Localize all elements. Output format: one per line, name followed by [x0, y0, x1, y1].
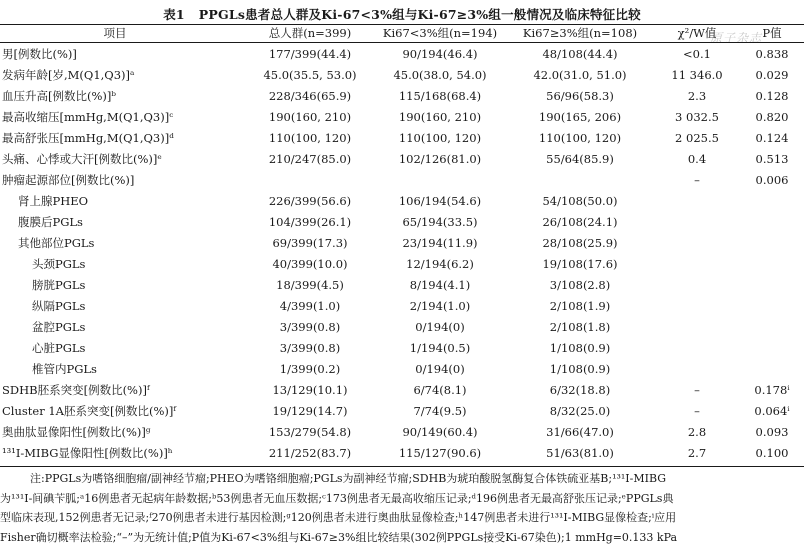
header-ge3: Ki67≥3%组(n=108) [522, 26, 638, 40]
header-stat: χ²/W值 [677, 26, 717, 40]
table-number: 表1 [163, 7, 185, 22]
cell-ge3: 1/108(0.9) [549, 362, 611, 376]
row-label: 椎管内PGLs [32, 362, 97, 376]
table-row [0, 149, 804, 170]
row-label: 最高舒张压[mmHg,M(Q1,Q3)]ᵈ [2, 131, 174, 145]
table-row [0, 275, 804, 296]
row-label: 纵隔PGLs [32, 299, 86, 313]
row-label: 男[例数比(%)] [2, 47, 77, 61]
watermark: 原子杂志 [710, 31, 763, 45]
cell-lt3: 102/126(81.0) [398, 152, 482, 166]
cell-stat: 11 346.0 [671, 68, 723, 82]
cell-p: 0.006 [755, 173, 789, 187]
table-title [0, 5, 804, 23]
cell-total: 3/399(0.8) [279, 320, 341, 334]
cell-ge3: 42.0(31.0, 51.0) [533, 68, 627, 82]
cell-p: 0.100 [755, 446, 789, 460]
cell-ge3: 1/108(0.9) [549, 341, 611, 355]
cell-ge3: 55/64(85.9) [546, 152, 614, 166]
table-row [0, 254, 804, 275]
cell-ge3: 190(165, 206) [538, 110, 622, 124]
table-row [0, 317, 804, 338]
cell-stat: 2.7 [687, 446, 707, 460]
cell-stat: – [694, 383, 700, 397]
row-label: 最高收缩压[mmHg,M(Q1,Q3)]ᶜ [2, 110, 174, 124]
cell-lt3: 12/194(6.2) [406, 257, 474, 271]
cell-lt3: 8/194(4.1) [409, 278, 471, 292]
cell-lt3: 115/168(68.4) [398, 89, 482, 103]
row-label: SDHB胚系突变[例数比(%)]ᶠ [2, 383, 150, 397]
cell-lt3: 7/74(9.5) [413, 404, 467, 418]
table-row [0, 191, 804, 212]
cell-p: 0.064ⁱ [754, 404, 790, 418]
cell-total: 19/129(14.7) [272, 404, 348, 418]
header-item: 项目 [103, 26, 127, 40]
cell-p: 0.820 [755, 110, 789, 124]
cell-lt3: 45.0(38.0, 54.0) [393, 68, 487, 82]
cell-lt3: 106/194(54.6) [398, 194, 482, 208]
cell-ge3: 19/108(17.6) [542, 257, 618, 271]
row-label: 奥曲肽显像阳性[例数比(%)]ᵍ [2, 425, 151, 439]
cell-total: 110(100, 120) [268, 131, 352, 145]
cell-total: 210/247(85.0) [268, 152, 352, 166]
table-row [0, 296, 804, 317]
row-label: 头颈PGLs [32, 257, 86, 271]
cell-total: 190(160, 210) [268, 110, 352, 124]
cell-total: 13/129(10.1) [272, 383, 348, 397]
cell-lt3: 0/194(0) [415, 320, 465, 334]
cell-total: 4/399(1.0) [279, 299, 341, 313]
cell-lt3: 2/194(1.0) [409, 299, 471, 313]
row-label: 肾上腺PHEO [18, 194, 89, 208]
cell-ge3: 26/108(24.1) [542, 215, 618, 229]
table-row [0, 170, 804, 191]
cell-total: 153/279(54.8) [268, 425, 352, 439]
header-lt3: Ki67<3%组(n=194) [382, 26, 498, 40]
cell-total: 18/399(4.5) [276, 278, 344, 292]
row-label: 其他部位PGLs [18, 236, 95, 250]
cell-ge3: 31/66(47.0) [546, 425, 614, 439]
cell-stat: 0.4 [687, 152, 707, 166]
cell-total: 211/252(83.7) [268, 446, 352, 460]
cell-ge3: 8/32(25.0) [549, 404, 611, 418]
cell-stat: <0.1 [683, 47, 711, 61]
footnote-line-4: Fisher确切概率法检验;“–”为无统计值;P值为Ki-67<3%组与Ki-67≥3%组比较结果(302例PPGLs接受Ki-67染色);1 mmHg=0.133 kPa [0, 530, 678, 544]
cell-ge3: 2/108(1.8) [549, 320, 611, 334]
cell-lt3: 110(100, 120) [398, 131, 482, 145]
cell-lt3: 0/194(0) [415, 362, 465, 376]
cell-total: 177/399(44.4) [268, 47, 352, 61]
table-row [0, 128, 804, 149]
cell-total: 104/399(26.1) [268, 215, 352, 229]
cell-lt3: 65/194(33.5) [402, 215, 478, 229]
cell-stat: 2 025.5 [675, 131, 719, 145]
table-footnote [0, 469, 804, 547]
footnote-line-1: 注:PPGLs为嗜铬细胞瘤/副神经节瘤;PHEO为嗜铬细胞瘤;PGLs为副神经节瘤;SDHB为琥珀酸脱氢酶复合体铁硫亚基B;¹³¹I-MIBG [30, 472, 667, 485]
cell-total: 226/399(56.6) [268, 194, 352, 208]
cell-ge3: 110(100, 120) [538, 131, 622, 145]
table-row [0, 65, 804, 86]
table-row [0, 107, 804, 128]
header-p: P值 [762, 26, 782, 40]
bottom-rule [0, 466, 804, 467]
cell-ge3: 51/63(81.0) [546, 446, 614, 460]
row-label: 肿瘤起源部位[例数比(%)] [2, 173, 135, 187]
cell-total: 1/399(0.2) [279, 362, 341, 376]
cell-total: 45.0(35.5, 53.0) [263, 68, 357, 82]
cell-lt3: 6/74(8.1) [413, 383, 467, 397]
cell-lt3: 115/127(90.6) [398, 446, 482, 460]
row-label: 盆腔PGLs [32, 320, 86, 334]
table-row [0, 401, 804, 422]
row-label: 血压升高[例数比(%)]ᵇ [2, 89, 116, 103]
cell-ge3: 28/108(25.9) [542, 236, 618, 250]
cell-ge3: 3/108(2.8) [549, 278, 611, 292]
cell-stat: – [694, 173, 700, 187]
table-row [0, 338, 804, 359]
table-row [0, 443, 804, 464]
cell-stat: 2.8 [687, 425, 707, 439]
table-row [0, 86, 804, 107]
cell-total: 228/346(65.9) [268, 89, 352, 103]
cell-lt3: 90/149(60.4) [402, 425, 478, 439]
table-header-row [0, 23, 804, 44]
cell-p: 0.029 [755, 68, 789, 82]
row-label: 心脏PGLs [32, 341, 86, 355]
row-label: 膀胱PGLs [32, 278, 86, 292]
cell-total: 3/399(0.8) [279, 341, 341, 355]
header-total: 总人群(n=399) [268, 26, 352, 40]
cell-ge3: 48/108(44.4) [542, 47, 618, 61]
cell-ge3: 56/96(58.3) [546, 89, 614, 103]
footnote-line-2: 为¹³¹I-间碘苄胍;ᵃ16例患者无起病年龄数据;ᵇ53例患者无血压数据;ᶜ173例患者无最高收缩压记录;ᵈ196例患者无最高舒张压记录;ᵉPPGLs典 [0, 491, 674, 505]
table-row [0, 44, 804, 65]
table-row [0, 233, 804, 254]
cell-total: 69/399(17.3) [272, 236, 348, 250]
table-row [0, 422, 804, 443]
cell-ge3: 54/108(50.0) [542, 194, 618, 208]
cell-p: 0.513 [755, 152, 789, 166]
cell-stat: – [694, 404, 700, 418]
cell-lt3: 23/194(11.9) [402, 236, 478, 250]
cell-p: 0.838 [755, 47, 789, 61]
table-title-text: PPGLs患者总人群及Ki-67<3%组与Ki-67≥3%组一般情况及临床特征比较 [198, 7, 641, 22]
cell-stat: 3 032.5 [675, 110, 719, 124]
row-label: 发病年龄[岁,M(Q1,Q3)]ᵃ [2, 68, 135, 82]
cell-lt3: 190(160, 210) [398, 110, 482, 124]
footnote-line-3: 型临床表现,152例患者无记录;ᶠ270例患者未进行基因检测;ᵍ120例患者未进行奥曲肽显像检查;ʰ147例患者未进行¹³¹I-MIBG显像检查;ⁱ应用 [0, 511, 677, 524]
cell-p: 0.178ⁱ [754, 383, 790, 397]
row-label: 腹膜后PGLs [18, 215, 83, 229]
cell-lt3: 1/194(0.5) [409, 341, 471, 355]
cell-p: 0.124 [755, 131, 789, 145]
row-label: ¹³¹I-MIBG显像阳性[例数比(%)]ʰ [2, 446, 173, 460]
table-row [0, 359, 804, 380]
cell-ge3: 2/108(1.9) [549, 299, 611, 313]
cell-ge3: 6/32(18.8) [549, 383, 611, 397]
table-row [0, 212, 804, 233]
table-row [0, 380, 804, 401]
cell-p: 0.093 [755, 425, 789, 439]
row-label: 头痛、心悸或大汗[例数比(%)]ᵉ [2, 152, 162, 166]
row-label: Cluster 1A胚系突变[例数比(%)]ᶠ [2, 404, 176, 418]
cell-p: 0.128 [755, 89, 789, 103]
cell-stat: 2.3 [687, 89, 707, 103]
cell-total: 40/399(10.0) [272, 257, 348, 271]
cell-lt3: 90/194(46.4) [402, 47, 478, 61]
